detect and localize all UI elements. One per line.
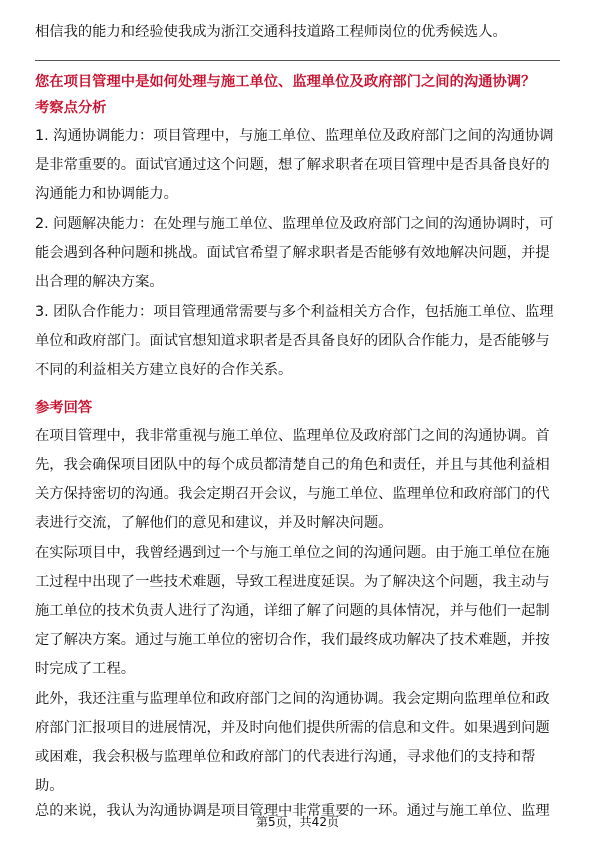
answer-heading: 参考回答	[35, 400, 93, 416]
answer-line: 在项目管理中，我非常重视与施工单位、监理单位及政府部门之间的沟通协调。首	[35, 428, 550, 444]
analysis-line: 沟通能力和协调能力。	[35, 186, 178, 202]
answer-line: 在实际项目中，我曾经遇到过一个与施工单位之间的沟通问题。由于施工单位在施	[35, 545, 550, 561]
answer-line: 定了解决方案。通过与施工单位的密切合作，我们最终成功解决了技术难题，并按	[35, 632, 550, 648]
answer-line: 府部门汇报项目的进展情况，并及时向他们提供所需的信息和文件。如果遇到问题	[35, 720, 550, 736]
answer-line: 助。	[35, 778, 64, 794]
answer-line: 关方保持密切的沟通。我会定期召开会议，与施工单位、监理单位和政府部门的代	[35, 486, 550, 502]
answer-line: 先，我会确保项目团队中的每个成员都清楚自己的角色和责任，并且与其他利益相	[35, 457, 550, 473]
answer-line: 时完成了工程。	[35, 661, 136, 677]
answer-line: 工过程中出现了一些技术难题，导致工程进度延误。为了解决这个问题，我主动与	[35, 574, 550, 590]
divider	[35, 60, 560, 61]
analysis-line: 2. 问题解决能力：在处理与施工单位、监理单位及政府部门之间的沟通协调时，可	[35, 216, 554, 232]
answer-line: 此外，我还注重与监理单位和政府部门之间的沟通协调。我会定期向监理单位和政	[35, 691, 550, 707]
analysis-line: 出合理的解决方案。	[35, 274, 164, 290]
analysis-heading: 考察点分析	[35, 100, 107, 116]
answer-line: 施工单位的技术负责人进行了沟通，详细了解了问题的具体情况，并与他们一起制	[35, 603, 550, 619]
analysis-line: 1. 沟通协调能力：项目管理中，与施工单位、监理单位及政府部门之间的沟通协调	[35, 128, 554, 144]
analysis-line: 单位和政府部门。面试官想知道求职者是否具备良好的团队合作能力，是否能够与	[35, 333, 550, 349]
question-title: 您在项目管理中是如何处理与施工单位、监理单位及政府部门之间的沟通协调？	[35, 74, 536, 90]
analysis-line: 能会遇到各种问题和挑战。面试官希望了解求职者是否能够有效地解决问题，并提	[35, 245, 550, 261]
answer-line: 总的来说，我认为沟通协调是项目管理中非常重要的一环。通过与施工单位、监理	[35, 803, 550, 819]
page-number-footer: 第5页，共42页	[256, 815, 339, 829]
analysis-line: 是非常重要的。面试官通过这个问题，想了解求职者在项目管理中是否具备良好的	[35, 157, 550, 173]
answer-line: 或困难，我会积极与监理单位和政府部门的代表进行沟通，寻求他们的支持和帮	[35, 749, 536, 765]
intro-line: 相信我的能力和经验使我成为浙江交通科技道路工程师岗位的优秀候选人。	[35, 24, 507, 40]
analysis-line: 3. 团队合作能力：项目管理通常需要与多个利益相关方合作，包括施工单位、监理	[35, 304, 554, 320]
analysis-line: 不同的利益相关方建立良好的合作关系。	[35, 362, 293, 378]
answer-line: 表进行交流，了解他们的意见和建议，并及时解决问题。	[35, 515, 393, 531]
